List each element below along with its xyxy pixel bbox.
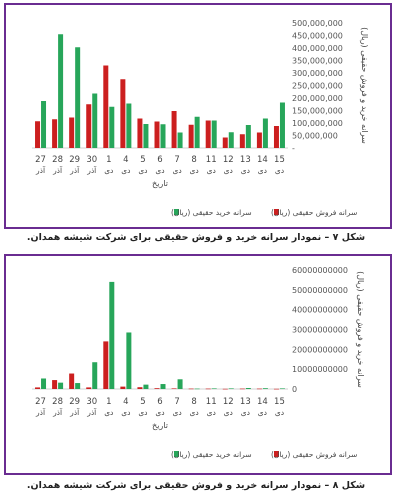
bar-purchase-14 bbox=[263, 119, 268, 149]
bar-sales-27 bbox=[35, 387, 40, 389]
bar-sales-29 bbox=[69, 374, 74, 389]
x-tick-month: دی bbox=[274, 166, 285, 175]
bar-purchase-7 bbox=[178, 133, 183, 149]
bar-purchase-11 bbox=[212, 121, 217, 149]
x-tick-day: 1 bbox=[106, 397, 112, 407]
x-tick-month: دی bbox=[172, 166, 182, 175]
x-tick-day: 13 bbox=[239, 155, 251, 165]
bar-sales-28 bbox=[52, 380, 57, 389]
bar-sales-29 bbox=[69, 118, 74, 149]
y-tick-label: 0 bbox=[292, 385, 298, 394]
chart-panel-figure-8 bbox=[4, 254, 392, 475]
bar-sales-4 bbox=[120, 79, 125, 148]
bar-sales-28 bbox=[52, 119, 57, 148]
y-tick-label: 500,000,000 bbox=[292, 19, 343, 28]
bar-purchase-28 bbox=[58, 34, 63, 148]
bar-sales-30 bbox=[86, 104, 91, 148]
bar-sales-13 bbox=[240, 134, 245, 148]
x-tick-month: دی bbox=[240, 408, 250, 417]
x-tick-day: 29 bbox=[69, 155, 81, 165]
x-tick-day: 8 bbox=[191, 397, 197, 407]
x-tick-day: 6 bbox=[157, 155, 163, 165]
x-tick-day: 11 bbox=[205, 397, 217, 407]
bar-sales-1 bbox=[103, 341, 108, 389]
bar-sales-14 bbox=[257, 389, 262, 390]
y-tick-label: 400,000,000 bbox=[292, 44, 343, 53]
x-tick-month: دی bbox=[155, 166, 165, 175]
x-tick-day: 7 bbox=[174, 155, 180, 165]
x-tick-day: 6 bbox=[157, 397, 163, 407]
x-tick-month: دی bbox=[155, 408, 165, 417]
x-tick-day: 5 bbox=[140, 397, 146, 407]
bar-purchase-7 bbox=[178, 379, 183, 389]
legend-label-purchase: سرانه خرید حقیقی (ریال) bbox=[171, 208, 252, 217]
x-tick-day: 29 bbox=[69, 397, 81, 407]
bar-purchase-27 bbox=[41, 378, 46, 389]
bar-sales-1 bbox=[103, 66, 108, 149]
y-axis-title: سرانه خرید و فروش حقیقی (ریال) bbox=[356, 271, 365, 388]
bar-sales-6 bbox=[155, 388, 160, 389]
bar-sales-15 bbox=[274, 126, 279, 148]
x-tick-month: دی bbox=[274, 408, 285, 417]
x-tick-month: آذر bbox=[70, 166, 80, 175]
y-tick-label: 60000000000 bbox=[292, 266, 348, 275]
bar-purchase-30 bbox=[92, 362, 97, 389]
x-tick-month: دی bbox=[257, 166, 268, 175]
x-tick-month: دی bbox=[189, 166, 199, 175]
y-tick-label: 20000000000 bbox=[292, 345, 348, 355]
legend-label-sales: سرانه فروش حقیقی (ریال) bbox=[271, 450, 358, 459]
y-tick-label: - bbox=[292, 144, 295, 153]
y-tick-label: 30000000000 bbox=[292, 325, 348, 335]
x-tick-month: آذر bbox=[87, 408, 97, 417]
bar-purchase-27 bbox=[41, 101, 46, 148]
bar-purchase-4 bbox=[126, 332, 131, 389]
x-tick-day: 1 bbox=[106, 155, 112, 165]
x-tick-day: 27 bbox=[35, 397, 46, 407]
x-tick-month: دی bbox=[121, 408, 131, 417]
bar-purchase-13 bbox=[246, 388, 251, 389]
x-tick-day: 5 bbox=[140, 155, 146, 165]
bar-sales-30 bbox=[86, 387, 91, 389]
x-tick-day: 7 bbox=[174, 397, 180, 407]
legend-label-purchase: سرانه خرید حقیقی (ریال) bbox=[171, 450, 252, 459]
y-tick-label: 10000000000 bbox=[292, 365, 348, 375]
chart-figure-8 bbox=[6, 256, 390, 473]
x-tick-month: دی bbox=[223, 166, 233, 175]
x-tick-day: 8 bbox=[191, 155, 197, 165]
bar-purchase-8 bbox=[195, 389, 200, 390]
bar-purchase-1 bbox=[109, 107, 114, 148]
bar-sales-4 bbox=[120, 387, 125, 389]
x-tick-day: 14 bbox=[256, 397, 268, 407]
x-tick-month: دی bbox=[189, 408, 199, 417]
x-axis-title: تاریخ bbox=[152, 179, 168, 188]
bar-purchase-6 bbox=[161, 384, 166, 389]
x-tick-day: 11 bbox=[205, 155, 217, 165]
x-tick-month: آذر bbox=[53, 166, 63, 175]
y-tick-label: 150,000,000 bbox=[292, 106, 343, 116]
x-tick-month: دی bbox=[206, 166, 216, 175]
bar-sales-12 bbox=[223, 389, 228, 390]
bar-purchase-12 bbox=[229, 388, 234, 389]
bar-purchase-4 bbox=[126, 104, 131, 149]
x-tick-month: آذر bbox=[36, 166, 46, 175]
bar-sales-15 bbox=[274, 389, 279, 390]
x-tick-day: 28 bbox=[52, 155, 64, 165]
chart-panel-figure-7 bbox=[4, 3, 392, 229]
x-tick-month: دی bbox=[172, 408, 182, 417]
y-tick-label: 100,000,000 bbox=[292, 119, 343, 128]
x-tick-day: 4 bbox=[123, 155, 129, 165]
x-tick-month: آذر bbox=[87, 166, 97, 175]
x-axis-title: تاریخ bbox=[152, 421, 168, 430]
x-tick-day: 4 bbox=[123, 397, 129, 407]
bar-purchase-29 bbox=[75, 47, 80, 148]
legend-label-sales: سرانه فروش حقیقی (ریال) bbox=[271, 208, 358, 217]
x-tick-day: 12 bbox=[222, 155, 234, 165]
x-tick-day: 28 bbox=[52, 397, 64, 407]
x-tick-day: 14 bbox=[256, 155, 268, 165]
x-tick-day: 13 bbox=[239, 397, 251, 407]
y-tick-label: 200,000,000 bbox=[292, 94, 343, 103]
bar-purchase-13 bbox=[246, 125, 251, 148]
bar-sales-13 bbox=[240, 389, 245, 390]
bar-purchase-15 bbox=[280, 388, 285, 389]
x-tick-day: 15 bbox=[274, 397, 285, 407]
x-tick-month: دی bbox=[223, 408, 233, 417]
x-tick-day: 12 bbox=[222, 397, 234, 407]
x-tick-day: 30 bbox=[86, 397, 98, 407]
bar-purchase-1 bbox=[109, 282, 114, 389]
bar-sales-6 bbox=[155, 122, 160, 149]
x-tick-month: آذر bbox=[53, 408, 63, 417]
bar-purchase-15 bbox=[280, 103, 285, 149]
bar-purchase-11 bbox=[212, 388, 217, 389]
x-tick-month: دی bbox=[121, 166, 131, 175]
x-tick-month: دی bbox=[104, 408, 114, 417]
bar-sales-7 bbox=[172, 388, 177, 389]
bar-purchase-8 bbox=[195, 117, 200, 148]
x-tick-month: دی bbox=[240, 166, 250, 175]
y-tick-label: 50000000000 bbox=[292, 285, 348, 295]
bar-purchase-12 bbox=[229, 132, 234, 148]
bar-purchase-6 bbox=[161, 124, 166, 148]
y-tick-label: 250,000,000 bbox=[292, 81, 343, 91]
x-tick-month: دی bbox=[206, 408, 216, 417]
bar-sales-5 bbox=[137, 387, 142, 389]
bar-sales-8 bbox=[189, 389, 194, 390]
x-tick-day: 27 bbox=[35, 155, 46, 165]
bar-sales-14 bbox=[257, 133, 262, 149]
x-tick-month: دی bbox=[257, 408, 268, 417]
x-tick-month: دی bbox=[138, 408, 148, 417]
bar-purchase-28 bbox=[58, 383, 63, 389]
chart-figure-7 bbox=[6, 5, 390, 227]
bar-purchase-14 bbox=[263, 388, 268, 389]
bar-sales-11 bbox=[206, 121, 211, 149]
bar-sales-7 bbox=[172, 111, 177, 148]
bar-sales-8 bbox=[189, 125, 194, 148]
y-tick-label: 40000000000 bbox=[292, 305, 348, 315]
y-tick-label: 350,000,000 bbox=[292, 56, 343, 66]
bar-sales-11 bbox=[206, 389, 211, 390]
y-tick-label: 450,000,000 bbox=[292, 31, 343, 41]
bar-purchase-29 bbox=[75, 383, 80, 389]
y-tick-label: 300,000,000 bbox=[292, 69, 343, 78]
y-tick-label: 50,000,000 bbox=[292, 131, 338, 141]
x-tick-month: دی bbox=[104, 166, 114, 175]
x-tick-month: آذر bbox=[36, 408, 46, 417]
bar-sales-27 bbox=[35, 121, 40, 148]
x-tick-month: دی bbox=[138, 166, 148, 175]
figure-8-caption: شکل ۸ – نمودار سرانه خرید و فروش حقیقی برای شرکت شیشه همدان. bbox=[26, 480, 366, 491]
figure-7-caption: شکل ۷ – نمودار سرانه خرید و فروش حقیقی برای شرکت شیشه همدان. bbox=[26, 232, 366, 243]
bar-sales-5 bbox=[137, 119, 142, 149]
bar-purchase-5 bbox=[143, 124, 148, 148]
x-tick-day: 30 bbox=[86, 155, 98, 165]
y-axis-title: سرانه خرید و فروش حقیقی (ریال) bbox=[360, 27, 369, 144]
x-tick-month: آذر bbox=[70, 408, 80, 417]
x-tick-day: 15 bbox=[274, 155, 285, 165]
bar-purchase-30 bbox=[92, 94, 97, 149]
bar-sales-12 bbox=[223, 138, 228, 149]
bar-purchase-5 bbox=[143, 385, 148, 389]
